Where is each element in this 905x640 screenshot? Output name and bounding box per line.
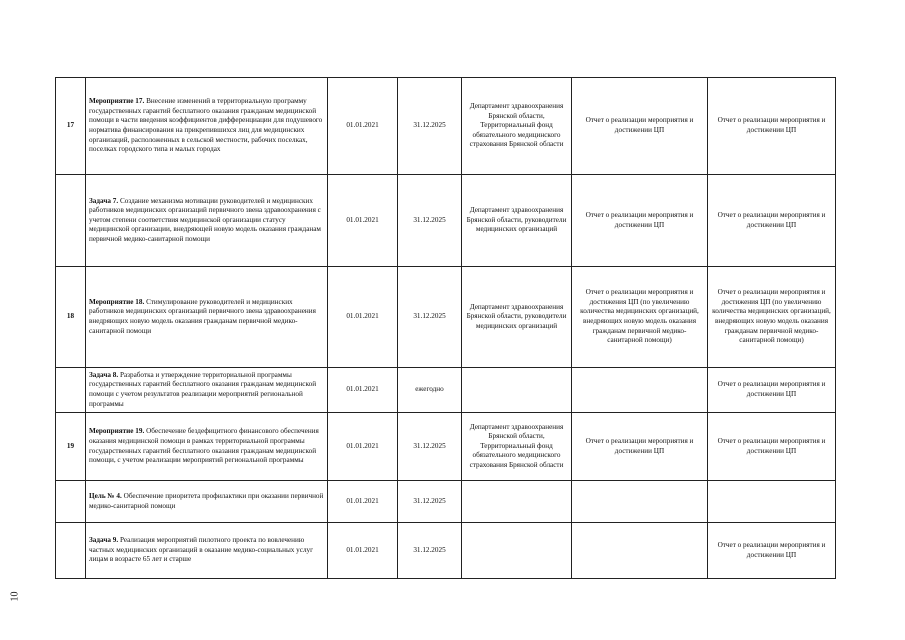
table-row <box>56 267 836 368</box>
report-type: Отчет о реализации мероприятия и достижении ЦП <box>572 413 708 481</box>
activity-title: Мероприятие 19. <box>89 427 145 436</box>
responsible-executor: Департамент здравоохранения Брянской области, руководители медицинских организаций <box>462 267 572 368</box>
row-number: 19 <box>56 413 86 481</box>
activity-description <box>86 175 328 267</box>
start-date: 01.01.2021 <box>328 523 398 579</box>
table-row <box>56 78 836 175</box>
roadmap-table <box>55 77 836 579</box>
end-date: 31.12.2025 <box>398 267 462 368</box>
responsible-executor: Департамент здравоохранения Брянской области, руководители медицинских организаций <box>462 175 572 267</box>
report-type <box>572 523 708 579</box>
report-type: Отчет о реализации мероприятия и достижении ЦП <box>572 78 708 175</box>
table-row <box>56 413 836 481</box>
end-date: 31.12.2025 <box>398 78 462 175</box>
responsible-executor <box>462 481 572 523</box>
activity-description <box>86 78 328 175</box>
report-type <box>572 368 708 413</box>
responsible-executor <box>462 523 572 579</box>
activity-description <box>86 267 328 368</box>
report-type <box>572 481 708 523</box>
control-report: Отчет о реализации мероприятия и достижении ЦП <box>708 368 836 413</box>
end-date: ежегодно <box>398 368 462 413</box>
activity-text: Реализация мероприятий пилотного проекта по вовлечению частных медицинских организаций в оказание медико-социальных услуг лицам в возрасте 65 лет и старше <box>89 536 314 564</box>
start-date: 01.01.2021 <box>328 78 398 175</box>
responsible-executor: Департамент здравоохранения Брянской области, Территориальный фонд обязательного медицинского страхования Брянской области <box>462 413 572 481</box>
start-date: 01.01.2021 <box>328 413 398 481</box>
end-date: 31.12.2025 <box>398 481 462 523</box>
control-report: Отчет о реализации мероприятия и достижении ЦП <box>708 523 836 579</box>
start-date: 01.01.2021 <box>328 368 398 413</box>
control-report: Отчет о реализации мероприятия и достижении ЦП <box>708 413 836 481</box>
end-date: 31.12.2025 <box>398 175 462 267</box>
activity-description <box>86 413 328 481</box>
row-number <box>56 175 86 267</box>
table-row <box>56 368 836 413</box>
activity-title: Задача 8. <box>89 370 119 379</box>
start-date: 01.01.2021 <box>328 267 398 368</box>
activity-text: Обеспечение бездефицитного финансового обеспечения оказания медицинской помощи в рамках территориальной программы государственных гарантий бесплатного оказания гражданам медицинской помощи, с учетом реализации мероприятий региональной программы <box>89 427 319 465</box>
report-type: Отчет о реализации мероприятия и достижении ЦП <box>572 175 708 267</box>
row-number <box>56 481 86 523</box>
table-row <box>56 481 836 523</box>
table-row <box>56 523 836 579</box>
responsible-executor: Департамент здравоохранения Брянской области, Территориальный фонд обязательного медицинского страхования Брянской области <box>462 78 572 175</box>
activity-title: Мероприятие 17. <box>89 97 145 106</box>
row-number: 17 <box>56 78 86 175</box>
activity-text: Создание механизма мотивации руководителей и медицинских работников медицинских организаций первичного звена здравоохранения с учетом степени соответствия медицинской организации статусу медицинской организации, внедряющей новую модель оказания гражданам первичной медико-санитарной помощи <box>89 196 321 243</box>
responsible-executor <box>462 368 572 413</box>
control-report <box>708 481 836 523</box>
activity-title: Цель № 4. <box>89 491 122 500</box>
start-date: 01.01.2021 <box>328 175 398 267</box>
activity-text: Обеспечение приоритета профилактики при оказании первичной медико-санитарной помощи <box>89 491 324 510</box>
start-date: 01.01.2021 <box>328 481 398 523</box>
report-type: Отчет о реализации мероприятия и достижения ЦП (по увеличению количества медицинских организаций, внедряющих новую модель оказания гражданам первичной медико-санитарной помощи) <box>572 267 708 368</box>
activity-title: Задача 9. <box>89 536 119 545</box>
activity-title: Мероприятие 18. <box>89 297 145 306</box>
row-number: 18 <box>56 267 86 368</box>
table-row <box>56 175 836 267</box>
page-number: 10 <box>9 591 21 602</box>
row-number <box>56 368 86 413</box>
activity-description <box>86 368 328 413</box>
activity-text: Стимулирование руководителей и медицинских работников медицинских организаций первичного звена здравоохранения внедряющих новую модель оказания гражданам первичной медико-санитарной помощи <box>89 297 316 335</box>
end-date: 31.12.2025 <box>398 413 462 481</box>
activity-title: Задача 7. <box>89 196 119 205</box>
activity-text: Внесение изменений в территориальную программу государственных гарантий бесплатного оказания гражданам медицинской помощи в части введения коэффициентов дифференциации для подушевого норматива финансирования на прикрепившихся лиц для медицинских организаций, расположенных в сельской местности, рабочих поселках, поселках городского типа и малых городах <box>89 97 323 154</box>
end-date: 31.12.2025 <box>398 523 462 579</box>
control-report: Отчет о реализации мероприятия и достижении ЦП <box>708 78 836 175</box>
activity-text: Разработка и утверждение территориальной программы государственных гарантий бесплатного оказания гражданам медицинской помощи с учетом результатов реализации мероприятий региональной программы <box>89 370 317 408</box>
control-report: Отчет о реализации мероприятия и достижении ЦП <box>708 175 836 267</box>
row-number <box>56 523 86 579</box>
control-report: Отчет о реализации мероприятия и достижения ЦП (по увеличению количества медицинских организаций, внедряющих новую модель оказания гражданам первичной медико-санитарной помощи) <box>708 267 836 368</box>
activity-description <box>86 523 328 579</box>
activity-description <box>86 481 328 523</box>
